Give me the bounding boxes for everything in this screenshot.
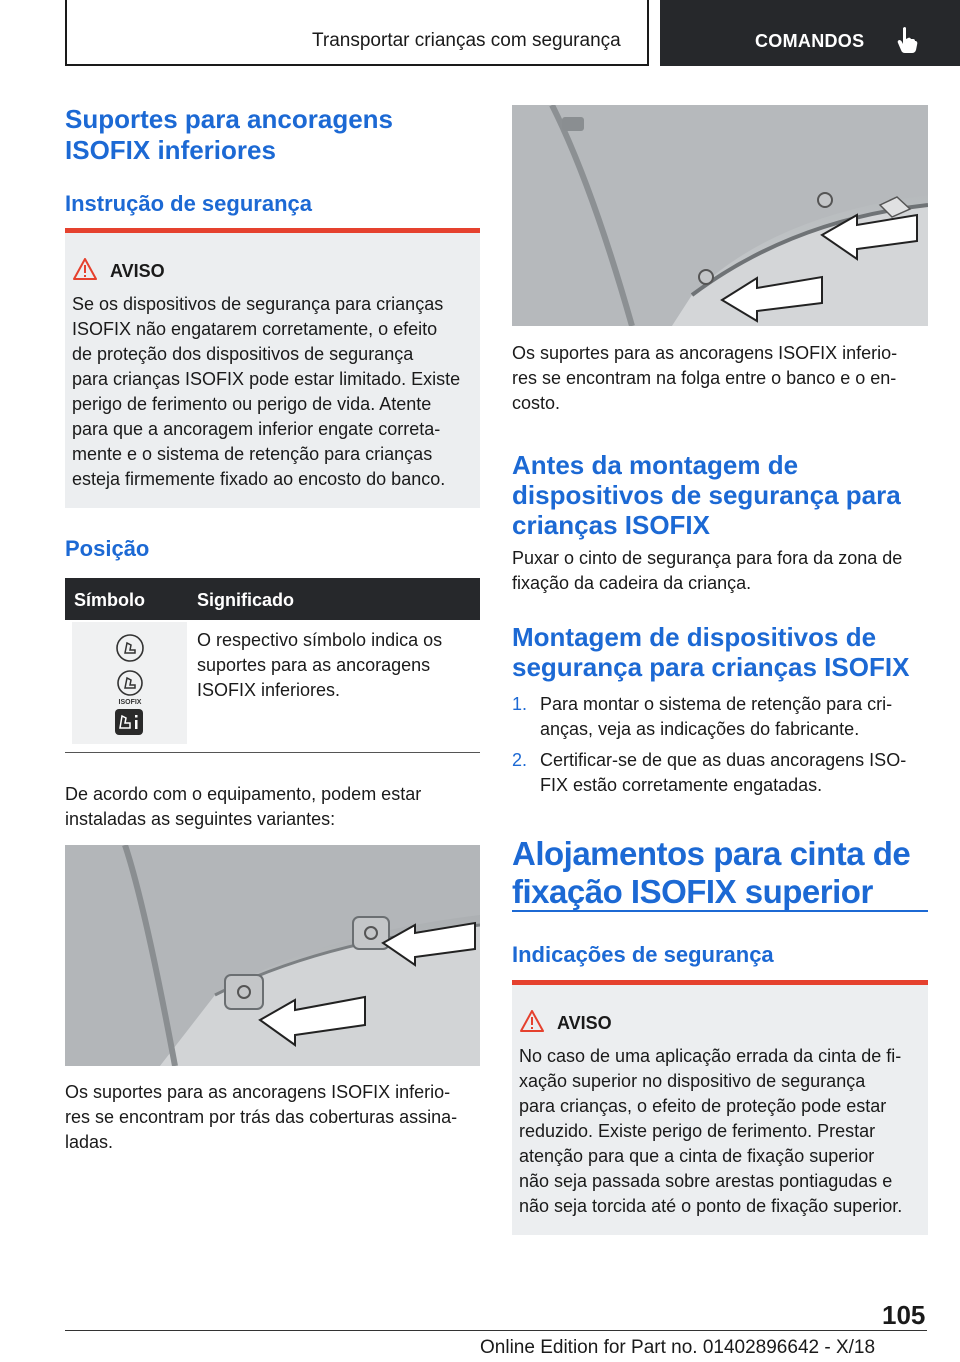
- chapter-tab[interactable]: [660, 0, 960, 66]
- edition-footer: Online Edition for Part no. 01402896642 - X/18: [480, 1337, 876, 1358]
- left-photo-caption: [65, 1080, 457, 1155]
- section-heading: [65, 104, 393, 166]
- before-mounting-paragraph: [512, 546, 902, 596]
- table-bottom-rule: [65, 752, 480, 753]
- heading-line: Antes da montagem de: [512, 450, 799, 480]
- page-number: 105: [882, 1300, 926, 1330]
- svg-text:ISOFIX: ISOFIX: [118, 699, 142, 706]
- heading-line: crianças ISOFIX: [512, 510, 710, 540]
- warning-line: esteja firmemente fixado ao encosto do banco.: [72, 469, 446, 489]
- warning-line: xação superior no dispositivo de segurança: [519, 1071, 866, 1091]
- warning-text: [72, 292, 460, 492]
- step-number: 1.: [512, 694, 528, 714]
- warning-box: [512, 980, 928, 1235]
- heading-underline: [512, 910, 928, 912]
- mounting-steps: [512, 692, 928, 802]
- warning-line: para que a ancoragem inferior engate correta-: [72, 419, 441, 439]
- paragraph-line: Puxar o cinto de segurança para fora da zona de: [512, 548, 903, 568]
- paragraph-line: fixação da cadeira da criança.: [512, 573, 752, 593]
- warning-line: mente e o sistema de retenção para crianças: [72, 444, 433, 464]
- description-line: ISOFIX inferiores.: [197, 680, 341, 700]
- isofix-labeled-icon: [116, 670, 144, 706]
- table-col-meaning: Significado: [197, 590, 295, 610]
- paragraph-line: instaladas as seguintes variantes:: [65, 809, 336, 829]
- seat-gap-illustration: [512, 105, 928, 326]
- section-heading-line: Suportes para ancoragens: [65, 104, 393, 134]
- warning-text: [519, 1044, 902, 1219]
- warning-line: atenção para que a cinta de fixação superior: [519, 1146, 875, 1166]
- step-line: anças, veja as indicações do fabricante.: [540, 719, 860, 739]
- step-number: 2.: [512, 750, 528, 770]
- caption-line: costo.: [512, 393, 561, 413]
- header-underline: [65, 64, 649, 66]
- step-line: FIX estão corretamente engatadas.: [540, 775, 823, 795]
- description-line: O respectivo símbolo indica os: [197, 630, 443, 650]
- safety-indications-subheading: Indicações de segurança: [512, 942, 774, 967]
- page-header: [0, 0, 960, 66]
- symbol-table-header: [65, 578, 480, 620]
- warning-label: AVISO: [557, 1013, 612, 1033]
- variants-paragraph: [65, 782, 421, 832]
- isofix-info-icon: [114, 708, 144, 736]
- warning-box: [65, 228, 480, 508]
- warning-triangle-icon: [520, 1010, 544, 1032]
- heading-line: dispositivos de segurança para: [512, 480, 901, 510]
- paragraph-line: De acordo com o equipamento, podem estar: [65, 784, 422, 804]
- caption-line: ladas.: [65, 1132, 114, 1152]
- warning-line: para crianças ISOFIX pode estar limitado. Existe: [72, 369, 461, 389]
- header-divider-left: [65, 0, 67, 66]
- chapter-tab-label: COMANDOS: [755, 31, 865, 51]
- mounting-heading: [512, 622, 909, 682]
- caption-line: Os suportes para as ancoragens ISOFIX inferio-: [65, 1082, 451, 1102]
- caption-line: res se encontram por trás das coberturas assina-: [65, 1107, 458, 1127]
- warning-line: No caso de uma aplicação errada da cinta de fi-: [519, 1046, 902, 1066]
- caption-line: res se encontram na folga entre o banco e o en-: [512, 368, 897, 388]
- warning-line: não seja passada sobre arestas pontiagudas e: [519, 1171, 893, 1191]
- step-line: Certificar-se de que as duas ancoragens ISO-: [540, 750, 907, 770]
- position-subheading: Posição: [65, 536, 150, 561]
- symbol-cell: [72, 622, 187, 744]
- heading-line: Montagem de dispositivos de: [512, 622, 877, 652]
- symbol-description: [197, 628, 442, 703]
- right-photo-caption: [512, 341, 897, 416]
- warning-line: não seja torcida até o ponto de fixação superior.: [519, 1196, 903, 1216]
- seat-covers-photo: [65, 845, 480, 1066]
- warning-line: de proteção dos dispositivos de segurança: [72, 344, 414, 364]
- isofix-seat-icon: [116, 634, 144, 662]
- warning-line: reduzido. Existe perigo de ferimento. Prestar: [519, 1121, 876, 1141]
- warning-line: ISOFIX não engatarem corretamente, o efeito: [72, 319, 438, 339]
- seat-gap-photo: [512, 105, 928, 326]
- warning-line: para crianças, o efeito de proteção pode estar: [519, 1096, 887, 1116]
- seat-covers-illustration: [65, 845, 480, 1066]
- heading-line: segurança para crianças ISOFIX: [512, 652, 910, 682]
- before-mounting-heading: [512, 450, 901, 540]
- warning-line: perigo de ferimento ou perigo de vida. Atente: [72, 394, 432, 414]
- heading-line: fixação ISOFIX superior: [512, 873, 873, 910]
- section-heading-line: ISOFIX inferiores: [65, 135, 276, 165]
- top-tether-heading: [512, 835, 910, 911]
- section-title: Transportar crianças com segurança: [312, 30, 621, 51]
- table-col-symbol: Símbolo: [74, 590, 145, 610]
- caption-line: Os suportes para as ancoragens ISOFIX inferio-: [512, 343, 898, 363]
- step-line: Para montar o sistema de retenção para cri-: [540, 694, 893, 714]
- warning-triangle-icon: [73, 258, 97, 280]
- description-line: suportes para as ancoragens: [197, 655, 431, 675]
- footer-rule: [65, 1330, 927, 1331]
- warning-label: AVISO: [110, 261, 165, 281]
- warning-line: Se os dispositivos de segurança para crianças: [72, 294, 444, 314]
- header-divider-mid: [647, 0, 649, 66]
- hand-pointer-icon: [896, 26, 918, 54]
- heading-line: Alojamentos para cinta de: [512, 835, 911, 872]
- safety-subheading: Instrução de segurança: [65, 191, 312, 216]
